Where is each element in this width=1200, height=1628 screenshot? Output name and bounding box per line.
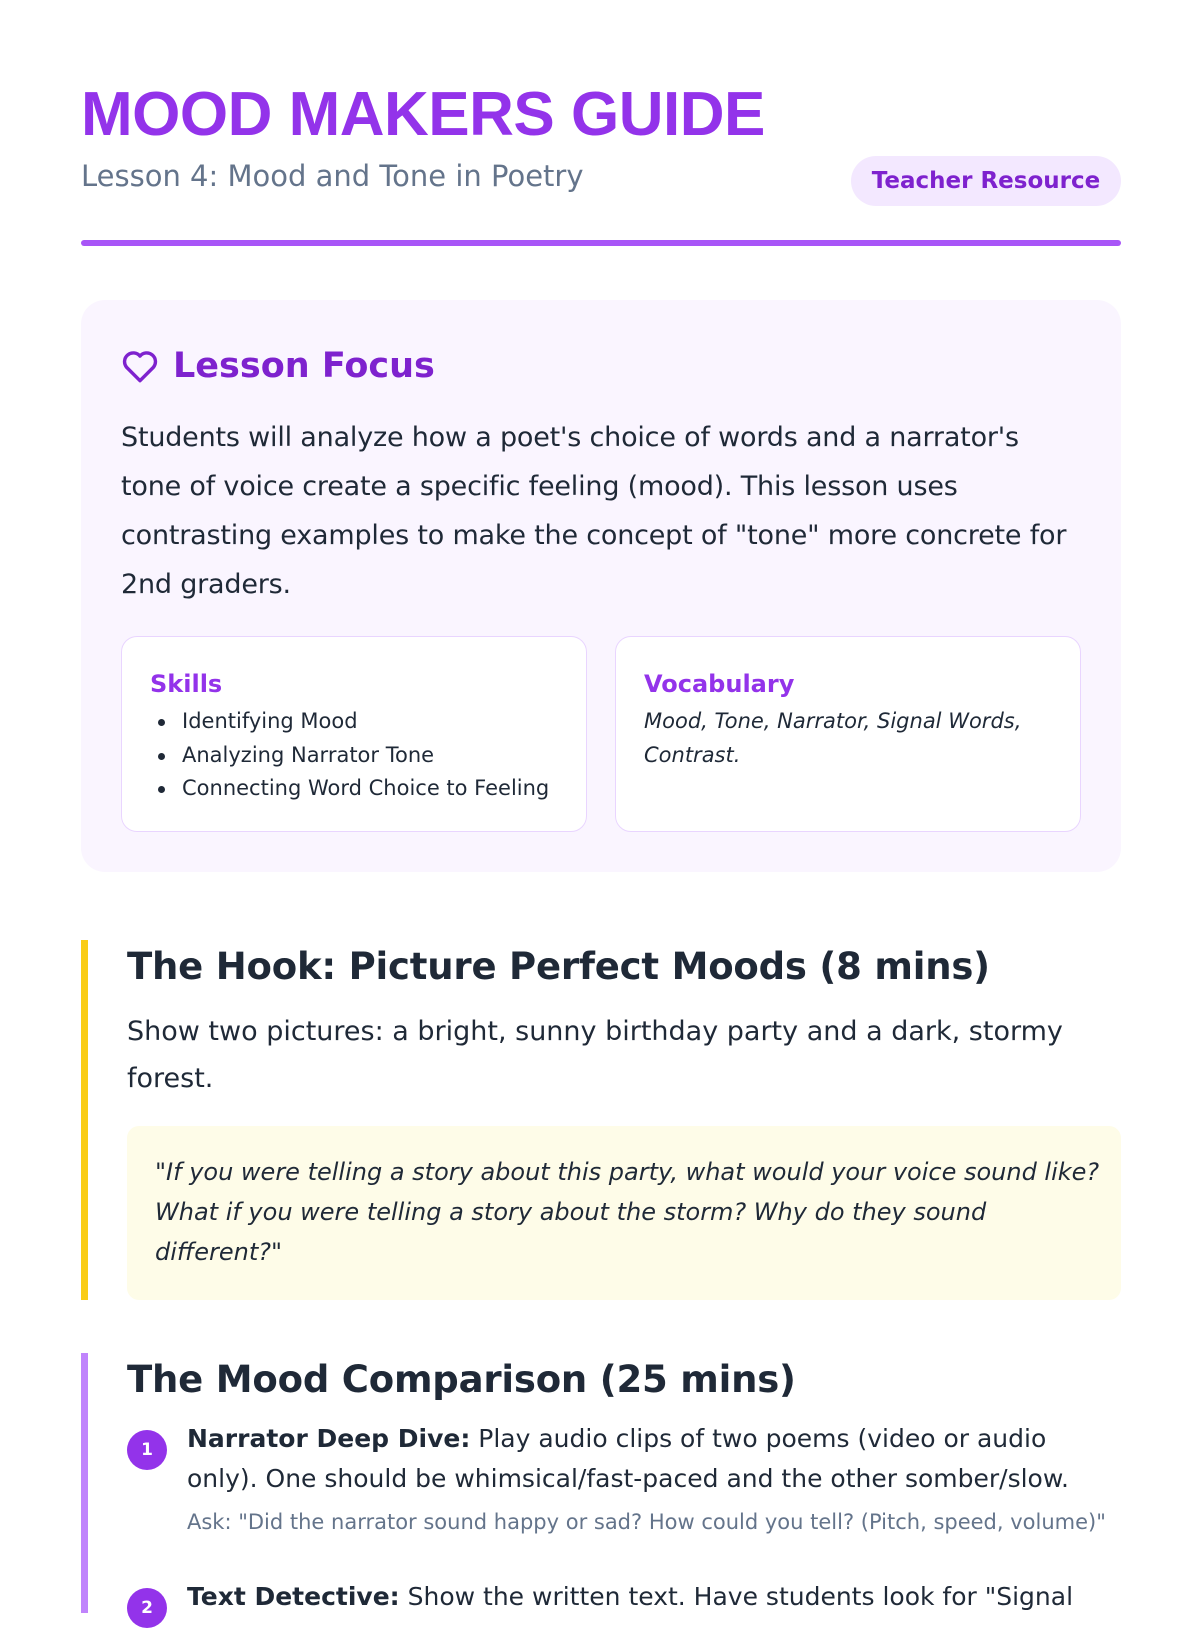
step-description: Show the written text. Have students look for "Signal xyxy=(399,1582,1074,1611)
hook-quote: "If you were telling a story about this party, what would your voice sound like? What if you were telling a story about the storm? Why do they sound different?" xyxy=(155,1158,1100,1266)
lesson-focus-header xyxy=(121,344,435,388)
step-text xyxy=(187,1577,1121,1617)
hook-section xyxy=(81,940,1121,1300)
vocabulary-card xyxy=(615,636,1081,832)
mood-comparison-section xyxy=(81,1353,1121,1618)
vocabulary-title: Vocabulary xyxy=(644,670,795,698)
teacher-resource-badge: Teacher Resource xyxy=(851,156,1121,206)
lesson-focus-title: Lesson Focus xyxy=(173,346,435,386)
step-ask: Ask: "Did the narrator sound happy or sad? How could you tell? (Pitch, speed, volume)" xyxy=(187,1510,1106,1534)
lesson-subtitle: Lesson 4: Mood and Tone in Poetry xyxy=(81,159,584,193)
step-number-badge: 1 xyxy=(127,1430,167,1470)
skill-item: Connecting Word Choice to Feeling xyxy=(150,772,549,806)
header-divider xyxy=(81,240,1121,246)
step-label: Narrator Deep Dive: xyxy=(187,1424,471,1453)
comparison-title: The Mood Comparison (25 mins) xyxy=(127,1358,796,1401)
hook-accent-bar xyxy=(81,940,88,1300)
skill-item: Analyzing Narrator Tone xyxy=(150,739,549,773)
skills-title: Skills xyxy=(150,670,223,698)
lesson-focus-text: Students will analyze how a poet's choice of words and a narrator's tone of voice create a specific feeling (mood). This lesson uses contrasting examples to make the concept of "tone" more concrete for 2nd graders. xyxy=(121,422,1067,600)
step-text xyxy=(187,1419,1121,1499)
step-number-badge: 2 xyxy=(127,1588,167,1628)
step-label: Text Detective: xyxy=(187,1582,400,1611)
skills-list xyxy=(150,705,549,806)
skills-card xyxy=(121,636,587,832)
vocabulary-text: Mood, Tone, Narrator, Signal Words, Contrast. xyxy=(644,709,1022,767)
heart-icon xyxy=(121,349,159,383)
hook-text: Show two pictures: a bright, sunny birthday party and a dark, stormy forest. xyxy=(127,1016,1063,1094)
skill-item: Identifying Mood xyxy=(150,705,549,739)
comparison-accent-bar xyxy=(81,1353,88,1613)
hook-title: The Hook: Picture Perfect Moods (8 mins) xyxy=(127,945,990,988)
lesson-focus-card xyxy=(81,300,1121,872)
page-title: MOOD MAKERS GUIDE xyxy=(81,80,765,149)
hook-quote-box xyxy=(127,1126,1121,1300)
step-description: Play audio clips of two poems (video or audio only). One should be whimsical/fast-paced and the other somber/slow. xyxy=(187,1424,1069,1493)
